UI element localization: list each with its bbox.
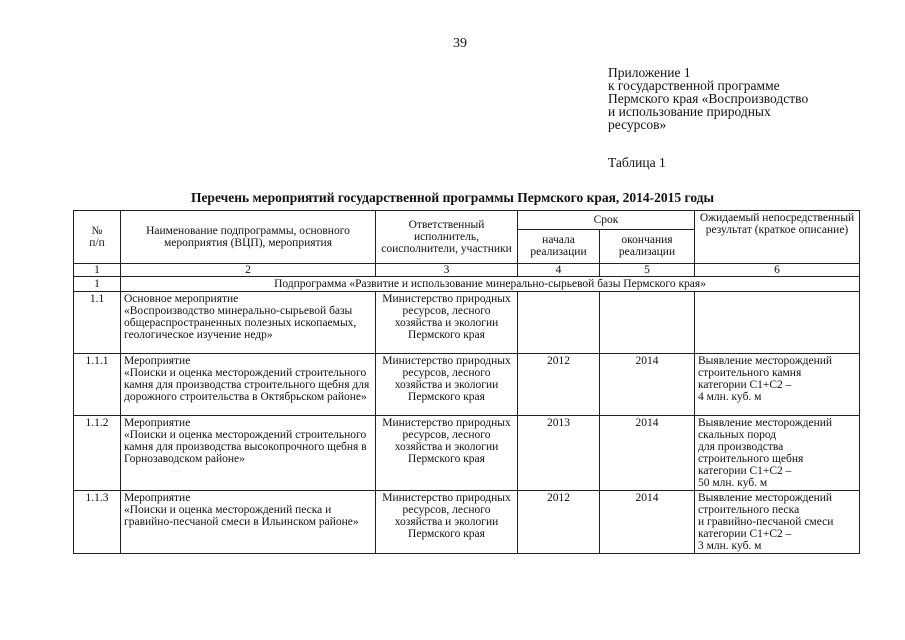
row-num: 1.1.3 — [74, 491, 121, 554]
table-row — [74, 416, 860, 491]
table-row — [74, 491, 860, 554]
row-name: Мероприятие «Поиски и оценка месторождений песка и гравийно-песчаной смеси в Ильинском районе» — [121, 491, 376, 554]
row-result: Выявление месторождений строительного камня категории С1+С2 – 4 млн. куб. м — [695, 354, 860, 416]
column-number: 3 — [376, 264, 518, 277]
row-name: Основное мероприятие «Воспроизводство минерально-сырьевой базы общераспространенных полезных ископаемых, геологическое изучение недр» — [121, 292, 376, 354]
column-number: 4 — [518, 264, 600, 277]
header-row — [74, 211, 860, 230]
row-start: 2012 — [518, 354, 600, 416]
row-executor: Министерство природных ресурсов, лесного хозяйства и экологии Пермского края — [376, 354, 518, 416]
annex-line: ресурсов» — [608, 117, 667, 132]
document-title: Перечень мероприятий государственной программы Пермского края, 2014-2015 годы — [190, 190, 715, 205]
table-caption: Таблица 1 — [608, 155, 666, 170]
row-executor: Министерство природных ресурсов, лесного хозяйства и экологии Пермского края — [376, 292, 518, 354]
header-end: окончания реализации — [600, 229, 695, 263]
subprogram-num: 1 — [74, 277, 121, 292]
table-row — [74, 292, 860, 354]
row-executor: Министерство природных ресурсов, лесного хозяйства и экологии Пермского края — [376, 491, 518, 554]
row-num: 1.1.1 — [74, 354, 121, 416]
row-name: Мероприятие «Поиски и оценка месторождений строительного камня для производства высокопрочного щебня в Горнозаводском районе» — [121, 416, 376, 491]
annex-line: к государственной программе — [608, 78, 780, 93]
row-result: Выявление месторождений строительного песка и гравийно-песчаной смеси категории С1+С2 – 3 млн. куб. м — [695, 491, 860, 554]
header-term: Срок — [518, 211, 695, 230]
row-end: 2014 — [600, 491, 695, 554]
subprogram-title: Подпрограмма «Развитие и использование минерально-сырьевой базы Пермского края» — [121, 277, 860, 292]
annex-line: Пермского края «Воспроизводство — [608, 91, 809, 106]
annex-block — [608, 66, 868, 131]
header-result: Ожидаемый непосредственный результат (краткое описание) — [695, 211, 860, 264]
column-number-row — [74, 264, 860, 277]
row-executor: Министерство природных ресурсов, лесного хозяйства и экологии Пермского края — [376, 416, 518, 491]
column-number: 2 — [121, 264, 376, 277]
row-end: 2014 — [600, 416, 695, 491]
annex-line: Приложение 1 — [608, 65, 691, 80]
column-number: 6 — [695, 264, 860, 277]
row-start: 2013 — [518, 416, 600, 491]
row-num: 1.1 — [74, 292, 121, 354]
annex-line: и использование природных — [608, 104, 771, 119]
row-end: 2014 — [600, 354, 695, 416]
row-start — [518, 292, 600, 354]
header-executor: Ответственный исполнитель, соисполнители, участники — [376, 211, 518, 264]
table-row — [74, 354, 860, 416]
row-result: Выявление месторождений скальных пород для производства строительного щебня категории С1+С2 – 50 млн. куб. м — [695, 416, 860, 491]
row-end — [600, 292, 695, 354]
page-number: 39 — [453, 36, 467, 51]
header-num: № п/п — [74, 211, 121, 264]
row-start: 2012 — [518, 491, 600, 554]
column-number: 1 — [74, 264, 121, 277]
column-number: 5 — [600, 264, 695, 277]
row-name: Мероприятие «Поиски и оценка месторождений строительного камня для производства строительного щебня для дорожного строительства в Октябрьском районе» — [121, 354, 376, 416]
row-result — [695, 292, 860, 354]
header-start: начала реализации — [518, 229, 600, 263]
row-num: 1.1.2 — [74, 416, 121, 491]
activities-table — [73, 210, 860, 554]
header-name: Наименование подпрограммы, основного мероприятия (ВЦП), мероприятия — [121, 211, 376, 264]
subprogram-row — [74, 277, 860, 292]
